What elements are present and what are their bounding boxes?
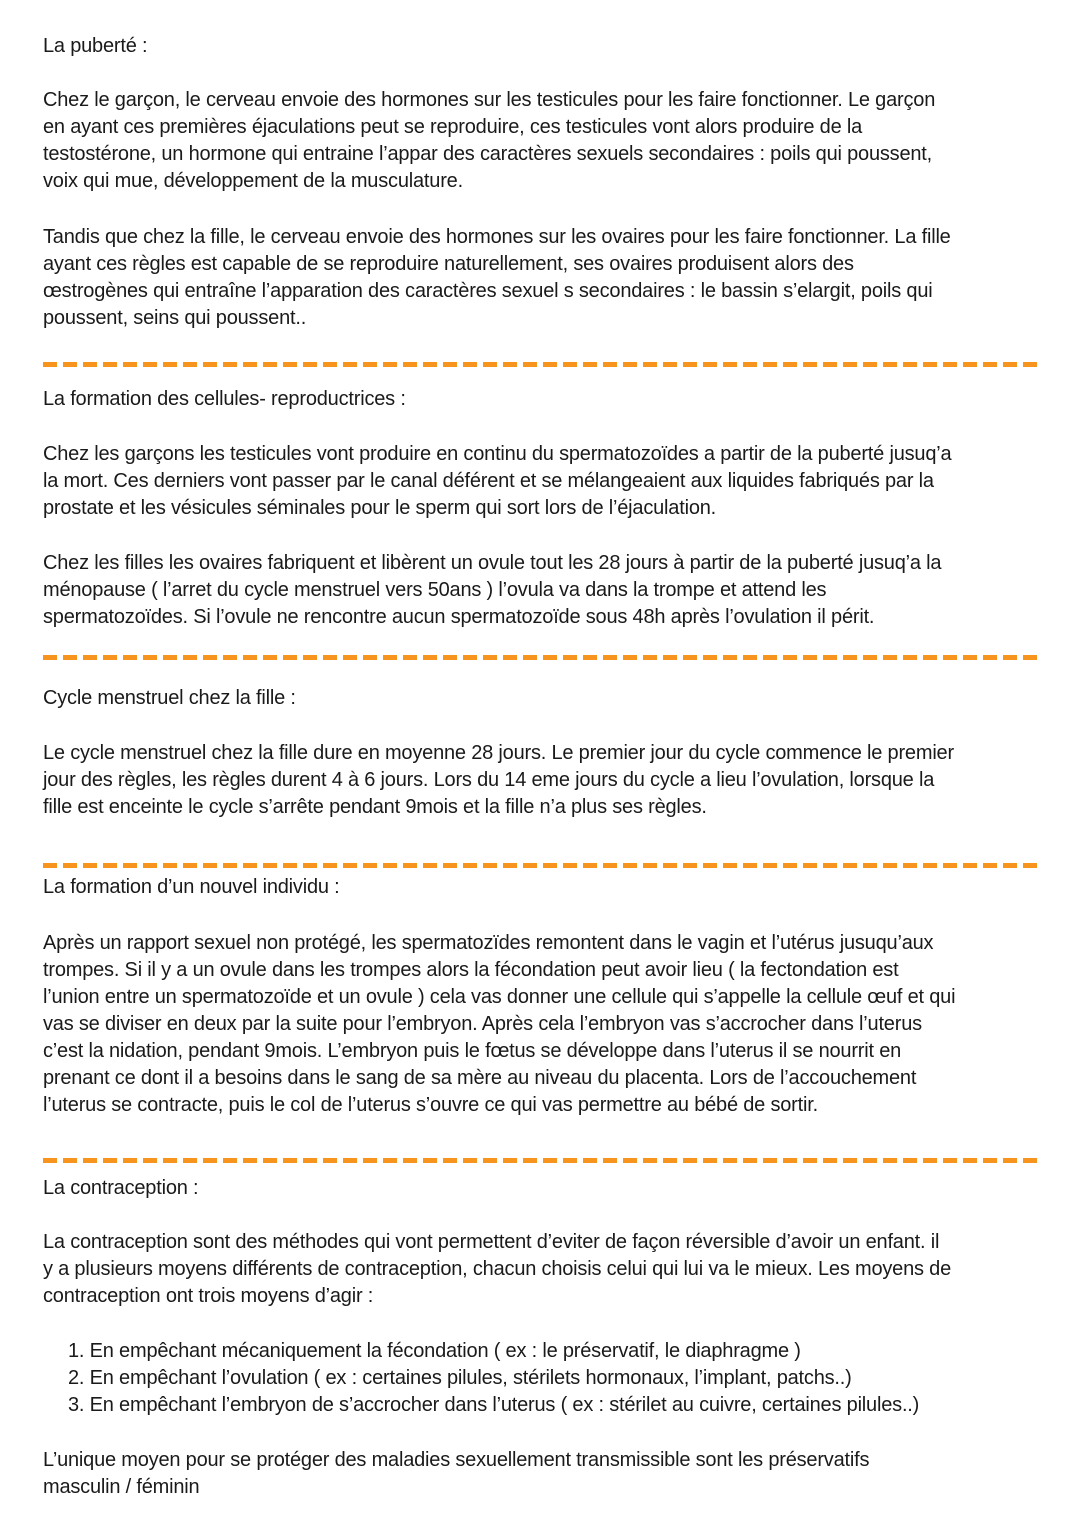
section-divider [43,362,1037,367]
text-line: jour des règles, les règles durent 4 à 6 jours. Lors du 14 eme jours du cycle a lieu l’ovulation, lorsque la [43,769,935,791]
text-line: en ayant ces premières éjaculations peut se reproduire, ces testicules vont alors produire de la [43,116,863,138]
text-line: Chez les garçons les testicules vont produire en continu du spermatozoïdes a partir de la puberté jusuq’a [43,443,952,465]
paragraph-nouvel-individu [43,930,1043,1119]
text-line: La contraception sont des méthodes qui vont permettent d’eviter de façon réversible d’avoir un enfant. il [43,1231,940,1253]
list-item: 3. En empêchant l’embryon de s’accrocher dans l’uterus ( ex : stérilet au cuivre, certaines pilules..) [68,1394,920,1416]
paragraph-closing [43,1447,1043,1501]
section-divider [43,655,1037,660]
heading-puberte: La puberté : [43,35,148,57]
text-line: Après un rapport sexuel non protégé, les spermatozïdes remontent dans le vagin et l’utérus jusuqu’aux [43,932,934,954]
text-line: ménopause ( l’arret du cycle menstruel vers 50ans ) l’ovula va dans la trompe et attend les [43,579,827,601]
text-line: trompes. Si il y a un ovule dans les trompes alors la fécondation peut avoir lieu ( la fectondation est [43,959,899,981]
section-divider [43,1158,1037,1163]
heading-contraception: La contraception : [43,1177,199,1199]
paragraph-cycle-menstruel [43,740,1043,821]
text-line: Tandis que chez la fille, le cerveau envoie des hormones sur les ovaires pour les faire fonctionner. La fille [43,226,951,248]
text-line: Le cycle menstruel chez la fille dure en moyenne 28 jours. Le premier jour du cycle commence le premier [43,742,954,764]
paragraph-puberte-fille [43,224,1043,332]
list-item: 2. En empêchant l’ovulation ( ex : certaines pilules, stérilets hormonaux, l’implant, patchs..) [68,1367,852,1389]
text-line: contraception ont trois moyens d’agir : [43,1285,374,1307]
text-line: voix qui mue, développement de la musculature. [43,170,463,192]
text-line: fille est enceinte le cycle s’arrête pendant 9mois et la fille n’a plus ses règles. [43,796,707,818]
text-line: c’est la nidation, pendant 9mois. L’embryon puis le fœtus se développe dans l’uterus il se nourrit en [43,1040,902,1062]
paragraph-puberte-garcon [43,87,1043,195]
contraception-methods-list [43,1338,1043,1419]
paragraph-contraception [43,1229,1043,1310]
paragraph-cellules-garcons [43,441,1043,522]
text-line: poussent, seins qui poussent.. [43,307,307,329]
text-line: prostate et les vésicules séminales pour le sperm qui sort lors de l’éjaculation. [43,497,717,519]
heading-nouvel-individu: La formation d’un nouvel individu : [43,876,340,898]
text-line: ayant ces règles est capable de se reproduire naturellement, ses ovaires produisent alors des [43,253,854,275]
heading-cycle-menstruel: Cycle menstruel chez la fille : [43,687,296,709]
text-line: l’union entre un spermatozoïde et un ovule ) cela vas donner une cellule qui s’appelle la cellule œuf et qui [43,986,956,1008]
text-line: L’unique moyen pour se protéger des maladies sexuellement transmissible sont les préservatifs [43,1449,870,1471]
text-line: y a plusieurs moyens différents de contraception, chacun choisis celui qui lui va le mieux. Les moyens de [43,1258,952,1280]
paragraph-cellules-filles [43,550,1043,631]
text-line: œstrogènes qui entraîne l’apparation des caractères sexuel s secondaires : le bassin s’elargit, poils qui [43,280,933,302]
text-line: la mort. Ces derniers vont passer par le canal déférent et se mélangeaient aux liquides fabriqués par la [43,470,934,492]
text-line: testostérone, un hormone qui entraine l’appar des caractères sexuels secondaires : poils qui poussent, [43,143,933,165]
text-line: vas se diviser en deux par la suite pour l’embryon. Après cela l’embryon vas s’accrocher dans l’uterus [43,1013,922,1035]
text-line: masculin / féminin [43,1476,200,1498]
heading-cellules-reproductrices: La formation des cellules- reproductrices : [43,388,406,410]
list-item: 1. En empêchant mécaniquement la fécondation ( ex : le préservatif, le diaphragme ) [68,1340,801,1362]
text-line: Chez le garçon, le cerveau envoie des hormones sur les testicules pour les faire fonctionner. Le garçon [43,89,936,111]
text-line: l’uterus se contracte, puis le col de l’uterus s’ouvre ce qui vas permettre au bébé de sortir. [43,1094,818,1116]
text-line: Chez les filles les ovaires fabriquent et libèrent un ovule tout les 28 jours à partir de la puberté jusuq’a la [43,552,942,574]
text-line: prenant ce dont il a besoins dans le sang de sa mère au niveau du placenta. Lors de l’accouchement [43,1067,917,1089]
section-divider [43,863,1037,868]
text-line: spermatozoïdes. Si l’ovule ne rencontre aucun spermatozoïde sous 48h après l’ovulation il périt. [43,606,875,628]
